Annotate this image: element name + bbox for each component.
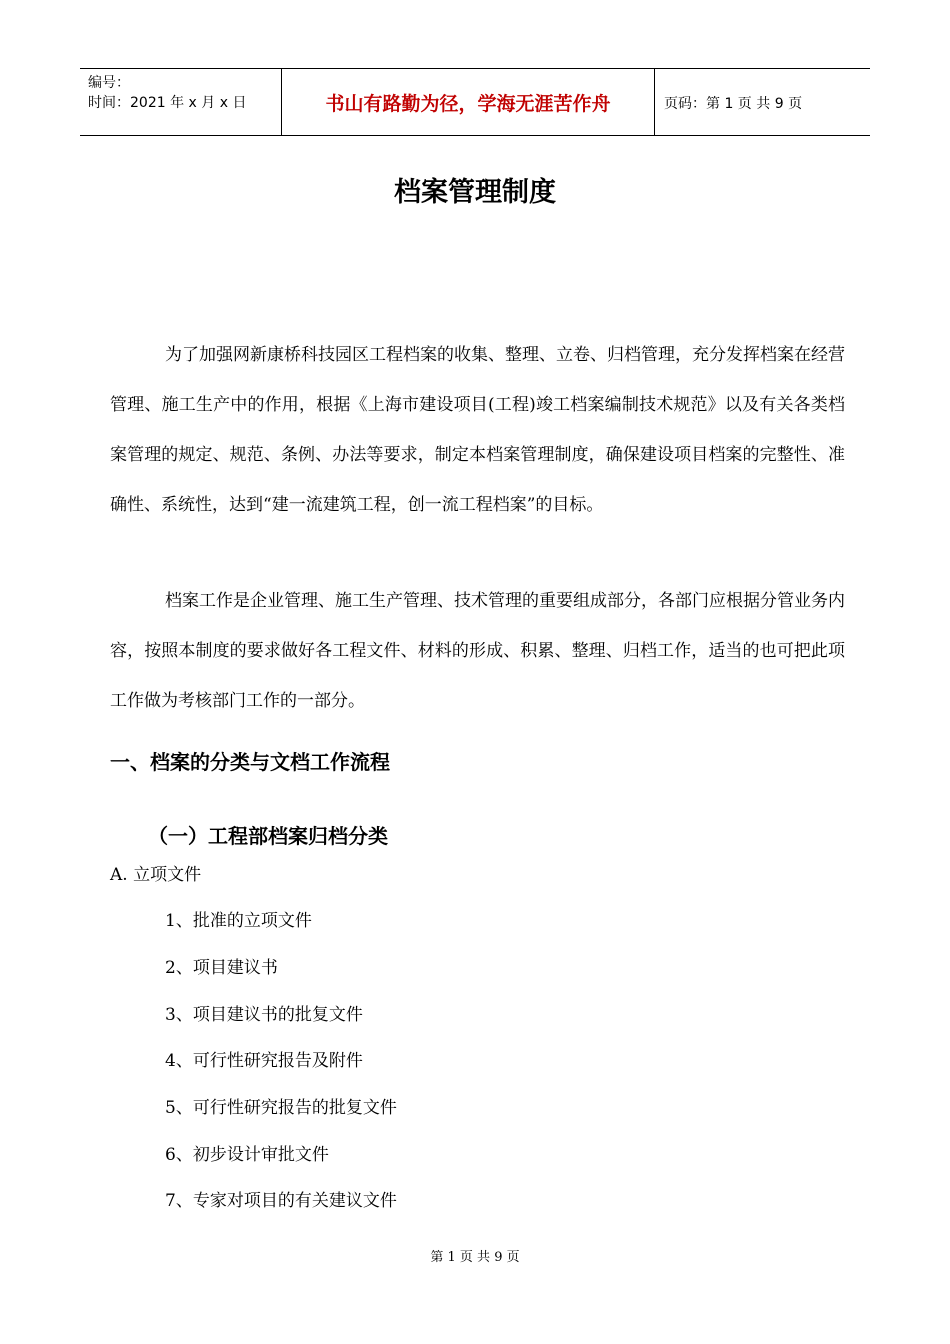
header-meta — [88, 73, 278, 113]
section-heading: 一、档案的分类与文档工作流程 — [110, 750, 390, 774]
header-divider — [654, 69, 655, 135]
category-heading: A. 立项文件 — [110, 865, 202, 885]
time-label: 时间：2021 年 x 月 x 日 — [88, 95, 247, 111]
paragraph-intro: 为了加强网新康桥科技园区工程档案的收集、整理、立卷、归档管理，充分发挥档案在经营管理、施工生产中的作用，根据《上海市建设项目(工程)竣工档案编制技术规范》以及有关各类档案管理的规定、规范、条例、办法等要求，制定本档案管理制度，确保建设项目档案的完整性、准确性、系统性，达到“建一流建筑工程，创一流工程档案”的目标。 — [110, 345, 845, 515]
list-item: 7、专家对项目的有关建议文件 — [165, 1191, 397, 1211]
header-motto: 书山有路勤为径，学海无涯苦作舟 — [325, 92, 611, 115]
header-table — [80, 68, 870, 136]
list-item: 5、可行性研究报告的批复文件 — [165, 1098, 397, 1118]
subsection-heading: （一）工程部档案归档分类 — [148, 824, 388, 848]
list-item: 4、可行性研究报告及附件 — [165, 1051, 363, 1071]
header-page-info: 页码：第 1 页 共 9 页 — [664, 96, 803, 112]
number-label: 编号： — [88, 75, 130, 91]
list-item: 6、初步设计审批文件 — [165, 1145, 329, 1165]
list-item: 2、项目建议书 — [165, 958, 278, 978]
paragraph-scope: 档案工作是企业管理、施工生产管理、技术管理的重要组成部分，各部门应根据分管业务内容，按照本制度的要求做好各工程文件、材料的形成、积累、整理、归档工作，适当的也可把此项工作做为考核部门工作的一部分。 — [110, 591, 845, 711]
page-footer: 第 1 页 共 9 页 — [430, 1250, 520, 1265]
list-item: 3、项目建议书的批复文件 — [165, 1005, 363, 1025]
list-item: 1、批准的立项文件 — [165, 911, 312, 931]
document-title: 档案管理制度 — [394, 177, 556, 208]
